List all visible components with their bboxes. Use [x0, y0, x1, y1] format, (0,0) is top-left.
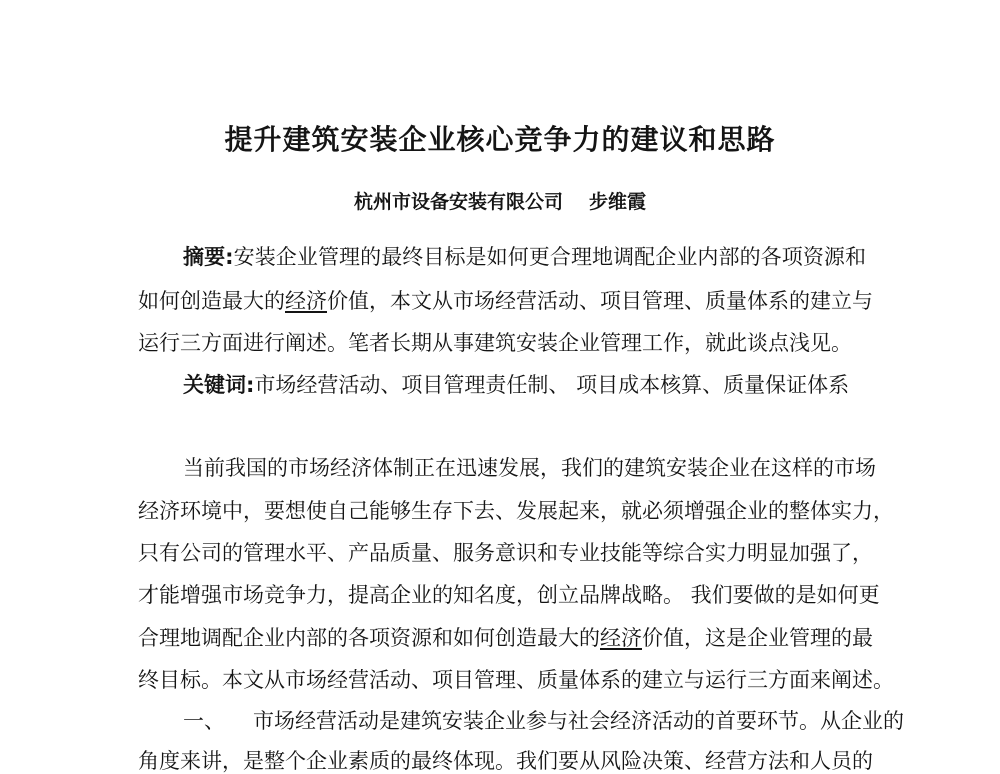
body-line-8: 角度来讲，是整个企业素质的最终体现。我们要从风险决策、经营方法和人员的	[138, 749, 873, 773]
body-line-6: 终目标。本文从市场经营活动、项目管理、质量体系的建立与运行三方面来阐述。	[138, 668, 894, 692]
body-line-2: 经济环境中，要想使自己能够生存下去、发展起来，就必须增强企业的整体实力，	[138, 499, 894, 523]
byline	[0, 187, 1000, 214]
body-line-7: 一、 市场经营活动是建筑安装企业参与社会经济活动的首要环节。从企业的	[183, 709, 904, 733]
document-title: 提升建筑安装企业核心竞争力的建议和思路	[224, 123, 776, 156]
keywords-line	[183, 372, 866, 398]
keywords-text: 市场经营活动、项目管理责任制、 项目成本核算、质量保证体系	[254, 373, 850, 397]
abstract-line-3: 运行三方面进行阐述。笔者长期从事建筑安装企业管理工作，就此谈点浅见。	[138, 331, 852, 355]
keywords-label: 关键词:	[183, 373, 255, 397]
abstract-line-2: 如何创造最大的经济价值，本文从市场经营活动、项目管理、质量体系的建立与	[138, 289, 873, 313]
section-number: 一、	[183, 709, 225, 733]
economy-link[interactable]: 经济	[285, 289, 327, 313]
company-name: 杭州市设备安装有限公司	[353, 191, 563, 213]
body-line-3: 只有公司的管理水平、产品质量、服务意识和专业技能等综合实力明显加强了，	[138, 541, 873, 565]
economy-link-2[interactable]: 经济	[600, 626, 642, 650]
author-name: 步维霞	[589, 191, 647, 213]
abstract-label: 摘要:	[183, 245, 234, 269]
body-line-5: 合理地调配企业内部的各项资源和如何创造最大的经济价值，这是企业管理的最	[138, 626, 873, 650]
abstract-line-1: 摘要:安装企业管理的最终目标是如何更合理地调配企业内部的各项资源和	[183, 245, 866, 269]
body-line-1: 当前我国的市场经济体制正在迅速发展，我们的建筑安装企业在这样的市场	[183, 456, 876, 480]
body-line-4: 才能增强市场竞争力，提高企业的知名度，创立品牌战略。 我们要做的是如何更	[138, 583, 880, 607]
